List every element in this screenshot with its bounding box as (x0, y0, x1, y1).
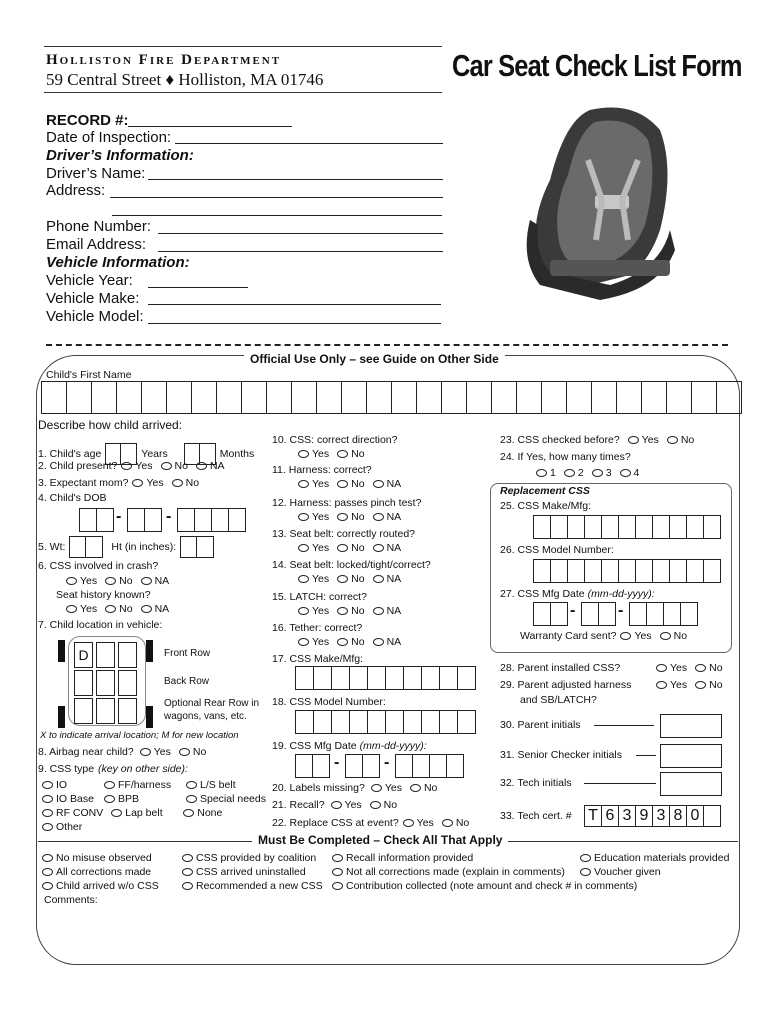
radio-circle[interactable] (695, 681, 706, 689)
q30-label: 30. Parent initials (500, 719, 581, 731)
radio-circle[interactable] (298, 575, 309, 583)
radio-circle[interactable] (298, 450, 309, 458)
q13-label: 13. Seat belt: correctly routed? (272, 528, 415, 540)
q6b-yes[interactable]: Yes (66, 603, 97, 615)
official-use-heading: Official Use Only – see Guide on Other Side (244, 352, 505, 366)
radio-circle[interactable] (132, 479, 143, 487)
q21-no[interactable]: No (370, 799, 397, 811)
record-label: RECORD #: (46, 112, 129, 129)
recommended-new-css-checkbox[interactable]: Recommended a new CSS (182, 880, 323, 892)
count-3[interactable]: 3 (592, 467, 612, 479)
record-input[interactable] (128, 126, 292, 127)
seat-front-right[interactable] (118, 642, 137, 668)
q15-yes[interactable]: Yes (298, 605, 329, 617)
radio-circle[interactable] (337, 450, 348, 458)
q16-no[interactable]: No (337, 636, 364, 648)
radio-circle[interactable] (42, 823, 53, 831)
radio-circle[interactable] (695, 664, 706, 672)
no-misuse-checkbox[interactable]: No misuse observed (42, 852, 152, 864)
contribution-checkbox[interactable]: Contribution collected (note amount and check # in comments) (332, 880, 637, 892)
q6-no[interactable]: No (105, 575, 132, 587)
describe-label: Describe how child arrived: (38, 418, 183, 432)
seat-back-middle[interactable] (96, 670, 115, 696)
replacement-title: Replacement CSS (500, 485, 590, 497)
q12-no[interactable]: No (337, 511, 364, 523)
q22-yes[interactable]: Yes (403, 817, 434, 829)
q24-label: 24. If Yes, how many times? (500, 451, 631, 463)
q14-yes[interactable]: Yes (298, 573, 329, 585)
radio-circle[interactable] (656, 664, 667, 672)
radio-circle[interactable] (104, 781, 115, 789)
radio-circle[interactable] (42, 854, 53, 862)
radio-circle[interactable] (104, 795, 115, 803)
radio-circle[interactable] (628, 436, 639, 444)
radio-circle[interactable] (337, 544, 348, 552)
radio-circle[interactable] (373, 575, 384, 583)
email-label: Email Address: (46, 236, 147, 253)
q20-yes[interactable]: Yes (371, 782, 402, 794)
recall-info-checkbox[interactable]: Recall information provided (332, 852, 473, 864)
child-first-name-label: Child's First Name (46, 369, 132, 381)
q11-yes[interactable]: Yes (298, 478, 329, 490)
tech-cert-digit: 3 (652, 805, 670, 827)
q6-label: 6. CSS involved in crash? (38, 560, 159, 572)
radio-circle[interactable] (172, 479, 183, 487)
vehicle-year-label: Vehicle Year: (46, 272, 133, 289)
radio-circle[interactable] (620, 632, 631, 640)
radio-circle[interactable] (66, 605, 77, 613)
q22-label: 22. Replace CSS at event? (272, 817, 399, 829)
seat-back-left[interactable] (74, 670, 93, 696)
q5-weight-label: 5. Wt: (38, 541, 66, 553)
radio-circle[interactable] (580, 854, 591, 862)
weight-box[interactable] (69, 536, 103, 558)
q12-yes[interactable]: Yes (298, 511, 329, 523)
type-ff-harness[interactable]: FF/harness (104, 779, 178, 791)
q19-label: 19. CSS Mfg Date (272, 740, 357, 752)
radio-circle[interactable] (182, 868, 193, 876)
q26-boxes[interactable] (534, 559, 721, 581)
radio-circle[interactable] (536, 469, 547, 477)
education-materials-checkbox[interactable]: Education materials provided (580, 852, 729, 864)
comments-label: Comments: (44, 894, 98, 906)
radio-circle[interactable] (442, 819, 453, 827)
date-input[interactable] (175, 143, 443, 144)
department-address: 59 Central Street ♦ Holliston, MA 01746 (46, 70, 324, 89)
radio-circle[interactable] (370, 801, 381, 809)
type-other[interactable]: Other (42, 821, 82, 833)
arrived-without-css-checkbox[interactable]: Child arrived w/o CSS (42, 880, 159, 892)
q5-height-label: Ht (in inches): (111, 541, 177, 553)
years-label: Years (141, 448, 168, 460)
q13-na[interactable]: NA (373, 542, 402, 554)
q3-no[interactable]: No (172, 477, 199, 489)
driver-section-title: Driver’s Information: (46, 147, 194, 164)
q29-label: 29. Parent adjusted harness (500, 679, 632, 691)
q27-month-boxes[interactable] (534, 602, 568, 624)
q19-month-boxes[interactable] (296, 754, 330, 776)
q14-label: 14. Seat belt: locked/tight/correct? (272, 559, 431, 571)
q18-label: 18. CSS Model Number: (272, 696, 386, 708)
vehicle-make-label: Vehicle Make: (46, 290, 140, 307)
radio-circle[interactable] (332, 868, 343, 876)
q16-na[interactable]: NA (373, 636, 402, 648)
q19-format: (mm-dd-yyyy): (359, 740, 427, 752)
q16-yes[interactable]: Yes (298, 636, 329, 648)
q25-label: 25. CSS Make/Mfg: (500, 500, 592, 512)
radio-circle[interactable] (373, 607, 384, 615)
q19-day-boxes[interactable] (346, 754, 380, 776)
vehicle-model-input[interactable] (148, 323, 441, 324)
radio-circle[interactable] (620, 469, 631, 477)
radio-circle[interactable] (410, 784, 421, 792)
q15-label: 15. LATCH: correct? (272, 591, 367, 603)
q14-no[interactable]: No (337, 573, 364, 585)
radio-circle[interactable] (42, 781, 53, 789)
q33-label: 33. Tech cert. # (500, 810, 572, 822)
q10-no[interactable]: No (337, 448, 364, 460)
radio-circle[interactable] (298, 480, 309, 488)
radio-circle[interactable] (298, 544, 309, 552)
radio-circle[interactable] (186, 781, 197, 789)
radio-circle[interactable] (141, 605, 152, 613)
q29-no[interactable]: No (695, 679, 722, 691)
dob-year-boxes[interactable] (178, 508, 246, 530)
optional-rear-label-2: wagons, vans, etc. (164, 711, 247, 722)
radio-circle[interactable] (373, 480, 384, 488)
warranty-yes[interactable]: Yes (620, 630, 651, 642)
radio-circle[interactable] (667, 436, 678, 444)
count-2[interactable]: 2 (564, 467, 584, 479)
address-input-1[interactable] (110, 197, 443, 198)
q31-label: 31. Senior Checker initials (500, 749, 622, 761)
vehicle-section-title: Vehicle Information: (46, 254, 190, 271)
radio-circle[interactable] (337, 607, 348, 615)
q15-no[interactable]: No (337, 605, 364, 617)
q11-na[interactable]: NA (373, 478, 402, 490)
phone-input[interactable] (158, 233, 443, 234)
q10-yes[interactable]: Yes (298, 448, 329, 460)
q12-na[interactable]: NA (373, 511, 402, 523)
q28-yes[interactable]: Yes (656, 662, 687, 674)
months-label: Months (219, 448, 255, 460)
type-special-needs[interactable]: Special needs (186, 793, 266, 805)
type-bpb[interactable]: BPB (104, 793, 178, 805)
radio-circle[interactable] (580, 868, 591, 876)
q25-boxes[interactable] (534, 515, 721, 537)
q29-label-2: and SB/LATCH? (520, 694, 597, 706)
height-box[interactable] (180, 536, 214, 558)
q8-no[interactable]: No (179, 746, 206, 758)
radio-circle[interactable] (182, 882, 193, 890)
q7-label: 7. Child location in vehicle: (38, 619, 163, 631)
seat-front-driver[interactable]: D (74, 642, 93, 668)
q29-yes[interactable]: Yes (656, 679, 687, 691)
radio-circle[interactable] (42, 882, 53, 890)
q13-no[interactable]: No (337, 542, 364, 554)
back-row-label: Back Row (164, 676, 210, 687)
radio-circle[interactable] (371, 784, 382, 792)
q21-label: 21. Recall? (272, 799, 325, 811)
q23-label: 23. CSS checked before? (500, 434, 620, 446)
vehicle-year-input[interactable] (148, 287, 248, 288)
type-io-base[interactable]: IO Base (42, 793, 96, 805)
type-lap-belt[interactable]: Lap belt (111, 807, 175, 819)
warranty-no[interactable]: No (660, 630, 687, 642)
radio-circle[interactable] (660, 632, 671, 640)
radio-circle[interactable] (373, 638, 384, 646)
q6b-label: Seat history known? (56, 589, 151, 601)
q2-label: 2. Child present? (38, 460, 118, 472)
q27-format: (mm-dd-yyyy): (587, 588, 655, 600)
radio-circle[interactable] (337, 638, 348, 646)
radio-circle[interactable] (298, 638, 309, 646)
q9-note: (key on other side): (98, 763, 188, 775)
radio-circle[interactable] (105, 577, 116, 585)
comments-area[interactable] (44, 908, 724, 958)
count-4[interactable]: 4 (620, 467, 640, 479)
q8-yes[interactable]: Yes (140, 746, 171, 758)
driver-name-input[interactable] (148, 179, 443, 180)
date-label: Date of Inspection: (46, 129, 172, 146)
count-1[interactable]: 1 (536, 467, 556, 479)
address-label: Address: (46, 182, 106, 199)
radio-circle[interactable] (111, 809, 122, 817)
car-seat-image (510, 100, 690, 305)
dob-month-boxes[interactable] (80, 508, 114, 530)
department-name: Holliston Fire Department (46, 52, 282, 68)
radio-circle[interactable] (141, 577, 152, 585)
tech-cert-digit: 3 (618, 805, 636, 827)
css-provided-checkbox[interactable]: CSS provided by coalition (182, 852, 316, 864)
tech-initials-box[interactable] (660, 772, 722, 796)
q26-label: 26. CSS Model Number: (500, 544, 614, 556)
radio-circle[interactable] (331, 801, 342, 809)
css-uninstalled-checkbox[interactable]: CSS arrived uninstalled (182, 866, 306, 878)
radio-circle[interactable] (42, 868, 53, 876)
tech-cert-digit: 8 (669, 805, 687, 827)
q18-boxes[interactable] (296, 710, 476, 732)
voucher-checkbox[interactable]: Voucher given (580, 866, 661, 878)
q20-label: 20. Labels missing? (272, 782, 365, 794)
radio-circle[interactable] (332, 854, 343, 862)
q6-na[interactable]: NA (141, 575, 170, 587)
radio-circle[interactable] (161, 462, 172, 470)
q4-label: 4. Child's DOB (38, 492, 107, 504)
location-note: X to indicate arrival location; M for new location (40, 730, 239, 741)
driver-name-label: Driver’s Name: (46, 165, 146, 182)
form-title: Car Seat Check List Form (452, 48, 742, 83)
child-first-name-boxes[interactable] (42, 381, 742, 412)
seat-rear-right[interactable] (118, 698, 137, 724)
radio-circle[interactable] (42, 809, 53, 817)
tech-cert-digit: T (584, 805, 602, 827)
q1-label: 1. Child's age (38, 448, 102, 460)
warranty-label: Warranty Card sent? (520, 630, 617, 642)
q11-no[interactable]: No (337, 478, 364, 490)
q12-label: 12. Harness: passes pinch test? (272, 497, 422, 509)
radio-circle[interactable] (337, 575, 348, 583)
tech-cert-boxes[interactable] (585, 805, 721, 825)
q27-year-boxes[interactable] (630, 602, 698, 624)
q3-label: 3. Expectant mom? (38, 477, 129, 489)
radio-circle[interactable] (403, 819, 414, 827)
not-all-corrections-checkbox[interactable]: Not all corrections made (explain in comments) (332, 866, 565, 878)
q8-label: 8. Airbag near child? (38, 746, 134, 758)
tech-cert-digit: 0 (686, 805, 704, 827)
radio-circle[interactable] (121, 462, 132, 470)
q28-label: 28. Parent installed CSS? (500, 662, 621, 674)
seat-front-middle[interactable] (96, 642, 115, 668)
radio-circle[interactable] (298, 607, 309, 615)
q21-yes[interactable]: Yes (331, 799, 362, 811)
radio-circle[interactable] (182, 854, 193, 862)
q15-na[interactable]: NA (373, 605, 402, 617)
q2-yes[interactable]: Yes (121, 460, 152, 472)
q17-boxes[interactable] (296, 666, 476, 688)
tech-cert-digit: 6 (601, 805, 619, 827)
q16-label: 16. Tether: correct? (272, 622, 363, 634)
q22-no[interactable]: No (442, 817, 469, 829)
radio-circle[interactable] (656, 681, 667, 689)
radio-circle[interactable] (564, 469, 575, 477)
q10-label: 10. CSS: correct direction? (272, 434, 398, 446)
radio-circle[interactable] (337, 513, 348, 521)
type-ls-belt[interactable]: L/S belt (186, 779, 236, 791)
must-complete-heading: Must Be Completed – Check All That Apply (252, 833, 508, 847)
q23-no[interactable]: No (667, 434, 694, 446)
q23-yes[interactable]: Yes (628, 434, 659, 446)
radio-circle[interactable] (196, 462, 207, 470)
radio-circle[interactable] (186, 795, 197, 803)
address-input-2[interactable] (112, 215, 442, 216)
phone-label: Phone Number: (46, 218, 152, 235)
q19-year-boxes[interactable] (396, 754, 464, 776)
seat-rear-middle[interactable] (96, 698, 115, 724)
vehicle-model-label: Vehicle Model: (46, 308, 144, 325)
q13-yes[interactable]: Yes (298, 542, 329, 554)
q14-na[interactable]: NA (373, 573, 402, 585)
q27-day-boxes[interactable] (582, 602, 616, 624)
q2-na[interactable]: NA (196, 460, 225, 472)
front-row-label: Front Row (164, 648, 211, 659)
type-io[interactable]: IO (42, 779, 96, 791)
radio-circle[interactable] (298, 513, 309, 521)
radio-circle[interactable] (337, 480, 348, 488)
radio-circle[interactable] (66, 577, 77, 585)
type-none[interactable]: None (183, 807, 222, 819)
vehicle-make-input[interactable] (148, 304, 441, 305)
radio-circle[interactable] (105, 605, 116, 613)
q32-label: 32. Tech initials (500, 777, 572, 789)
radio-circle[interactable] (592, 469, 603, 477)
seat-rear-left[interactable] (74, 698, 93, 724)
q17-label: 17. CSS Make/Mfg: (272, 653, 364, 665)
radio-circle[interactable] (140, 748, 151, 756)
all-corrections-checkbox[interactable]: All corrections made (42, 866, 151, 878)
radio-circle[interactable] (179, 748, 190, 756)
q20-no[interactable]: No (410, 782, 437, 794)
q6b-na[interactable]: NA (141, 603, 170, 615)
seat-back-right[interactable] (118, 670, 137, 696)
q28-no[interactable]: No (695, 662, 722, 674)
radio-circle[interactable] (373, 544, 384, 552)
cut-line (46, 344, 728, 346)
radio-circle[interactable] (183, 809, 194, 817)
tech-cert-digit: 9 (635, 805, 653, 827)
optional-rear-label-1: Optional Rear Row in (164, 698, 260, 709)
q6b-no[interactable]: No (105, 603, 132, 615)
type-rf-conv[interactable]: RF CONV (42, 807, 103, 819)
q2-no[interactable]: No (161, 460, 188, 472)
radio-circle[interactable] (332, 882, 343, 890)
q11-label: 11. Harness: correct? (272, 464, 372, 476)
q3-yes[interactable]: Yes (132, 477, 163, 489)
email-input[interactable] (158, 251, 443, 252)
dob-day-boxes[interactable] (128, 508, 162, 530)
radio-circle[interactable] (373, 513, 384, 521)
senior-checker-initials-box[interactable] (660, 744, 722, 768)
radio-circle[interactable] (42, 795, 53, 803)
parent-initials-box[interactable] (660, 714, 722, 738)
q27-label: 27. CSS Mfg Date (500, 588, 585, 600)
q6-yes[interactable]: Yes (66, 575, 97, 587)
q9-label: 9. CSS type (38, 763, 95, 775)
